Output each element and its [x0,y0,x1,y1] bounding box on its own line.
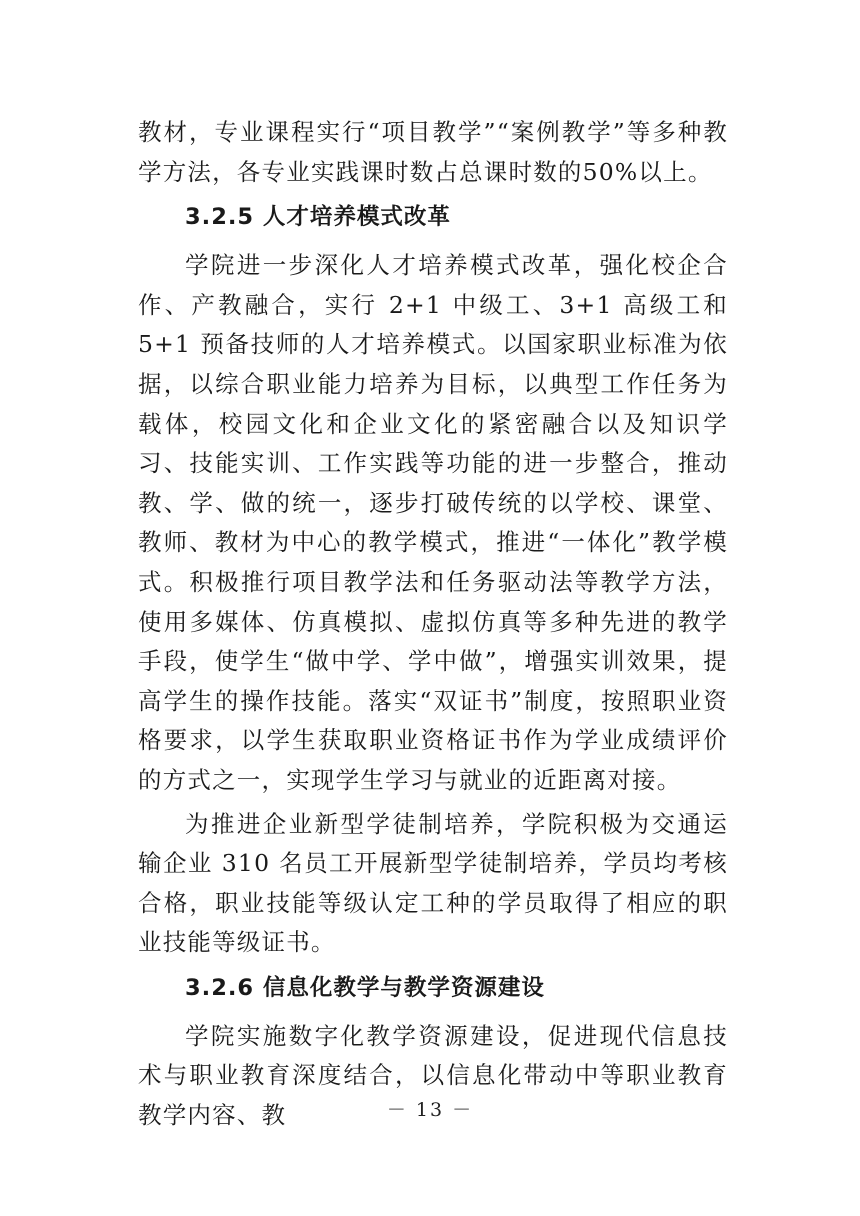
document-body [138,113,728,1136]
section-heading-3-2-5: 3.2.5 人才培养模式改革 [185,204,451,231]
paragraph-digital-resources: 学院实施数字化教学资源建设，促进现代信息技术与职业教育深度结合，以信息化带动中等职业教育教学内容、教 [138,1021,728,1130]
section-heading-3-2-6: 3.2.6 信息化教学与教学资源建设 [185,974,545,1001]
page-number: － 13 － [386,1099,474,1121]
paragraph-talent-cultivation: 学院进一步深化人才培养模式改革，强化校企合作、产教融合，实行 2+1 中级工、3+1 高级工和 5+1 预备技师的人才培养模式。以国家职业标准为依据，以综合职业能力培养为目标，以典型工作任务为载体，校园文化和企业文化的紧密融合以及知识学习、技能实训、工作实践等功能的进一步整合，推动教、学、做的统一，逐步打破传统的以学校、课堂、教师、教材为中心的教学模式，推进“一体化”教学模式。积极推行项目教学法和任务驱动法等教学方法，使用多媒体、仿真模拟、虚拟仿真等多种先进的教学手段，使学生“做中学、学中做”，增强实训效果，提高学生的操作技能。落实“双证书”制度，按照职业资格要求，以学生获取职业资格证书作为学业成绩评价的方式之一，实现学生学习与就业的近距离对接。 [138,251,728,794]
paragraph-apprenticeship: 为推进企业新型学徒制培养，学院积极为交通运输企业 310 名员工开展新型学徒制培养，学员均考核合格，职业技能等级认定工种的学员取得了相应的职业技能等级证书。 [138,809,728,957]
paragraph-continuation: 教材，专业课程实行“项目教学”“案例教学”等多种教学方法，各专业实践课时数占总课时数的50%以上。 [138,118,728,186]
